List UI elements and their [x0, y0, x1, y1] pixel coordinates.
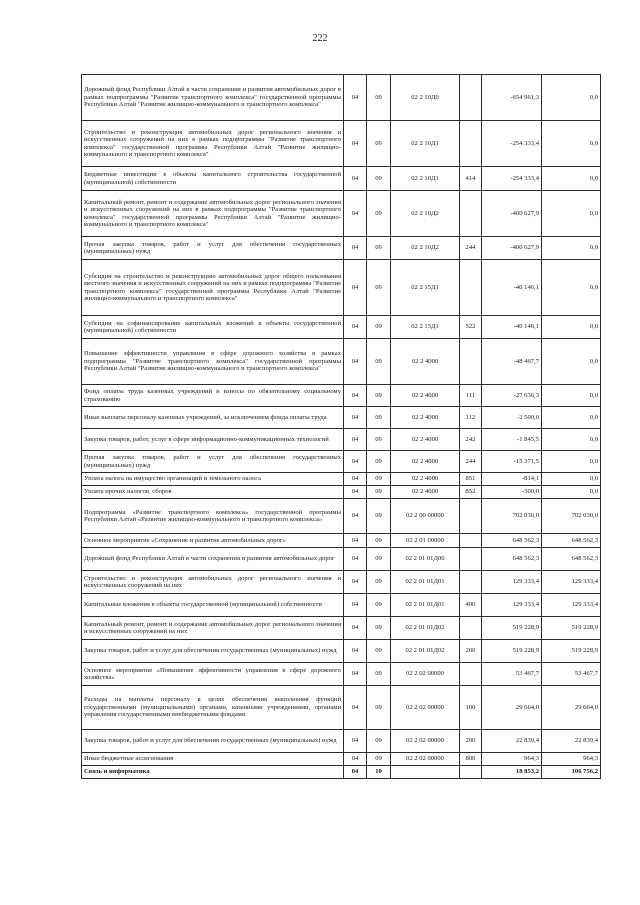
- cell-pr: 09: [367, 191, 391, 237]
- cell-rz: 04: [344, 167, 367, 191]
- table-row: [82, 617, 601, 640]
- cell-name: Закупка товаров, работ и услуг для обеспечения государственных (муниципальных) нужд: [82, 730, 344, 753]
- cell-csr: 02 2 10Д2: [391, 237, 460, 260]
- cell-csr: [391, 766, 460, 779]
- cell-rz: 04: [344, 686, 367, 730]
- cell-rz: 04: [344, 237, 367, 260]
- cell-pr: 09: [367, 663, 391, 686]
- cell-csr: 02 2 02 00000: [391, 663, 460, 686]
- cell-sum2: 0,0: [542, 121, 601, 167]
- cell-csr: 02 2 01 01Д01: [391, 571, 460, 594]
- cell-name: Уплата налога на имущество организаций и земельного налога: [82, 473, 344, 486]
- cell-csr: 02 2 01 01Д00: [391, 548, 460, 571]
- table-row: [82, 167, 601, 191]
- cell-sum1: -40 146,1: [482, 316, 542, 339]
- cell-name: Иные выплаты персоналу казенных учреждений, за исключением фонда оплаты труда: [82, 407, 344, 429]
- budget-table-body: [82, 75, 601, 779]
- cell-sum1: -814,1: [482, 473, 542, 486]
- cell-name: Строительство и реконструкция автомобильных дорог регионального значения и искусственных сооружений на них: [82, 571, 344, 594]
- cell-vr: 800: [460, 753, 482, 766]
- cell-csr: 02 2 01 01Д01: [391, 594, 460, 617]
- cell-name: Закупка товаров, работ, услуг в сфере информационно-коммуникационных технологий: [82, 429, 344, 451]
- cell-sum2: 0,0: [542, 407, 601, 429]
- cell-pr: 09: [367, 429, 391, 451]
- cell-sum1: -400 627,9: [482, 191, 542, 237]
- table-row: [82, 730, 601, 753]
- cell-sum2: 0,0: [542, 316, 601, 339]
- cell-sum1: 129 333,4: [482, 594, 542, 617]
- cell-pr: 09: [367, 730, 391, 753]
- cell-csr: 02 2 02 00000: [391, 753, 460, 766]
- cell-name: Строительство и реконструкция автомобильных дорог регионального значения и искусственных сооружений на них в рамках подпрограммы "Развитие транспортного комплекса" государственной программы Республики Алтай "Развитие жилищно-коммунального и транспортного комплекса": [82, 121, 344, 167]
- page-number: 222: [312, 33, 328, 44]
- table-row: [82, 499, 601, 534]
- cell-pr: 09: [367, 571, 391, 594]
- cell-rz: 04: [344, 766, 367, 779]
- cell-vr: [460, 663, 482, 686]
- cell-rz: 04: [344, 385, 367, 407]
- cell-csr: 02 2 01 00000: [391, 534, 460, 548]
- cell-csr: 02 2 10Д0: [391, 75, 460, 121]
- cell-pr: 09: [367, 594, 391, 617]
- cell-rz: 04: [344, 121, 367, 167]
- cell-pr: 09: [367, 753, 391, 766]
- cell-sum1: -40 146,1: [482, 260, 542, 316]
- cell-vr: 111: [460, 385, 482, 407]
- table-row: [82, 429, 601, 451]
- cell-rz: 04: [344, 594, 367, 617]
- cell-pr: 09: [367, 339, 391, 385]
- cell-sum1: 29 664,0: [482, 686, 542, 730]
- cell-name: Капитальные вложения в объекты государственной (муниципальной) собственности: [82, 594, 344, 617]
- cell-pr: 10: [367, 766, 391, 779]
- cell-sum2: 53 467,7: [542, 663, 601, 686]
- cell-pr: 09: [367, 499, 391, 534]
- table-row: [82, 451, 601, 473]
- cell-csr: 02 2 4000: [391, 385, 460, 407]
- table-row: [82, 339, 601, 385]
- cell-csr: 02 2 4000: [391, 486, 460, 499]
- cell-rz: 04: [344, 451, 367, 473]
- cell-vr: [460, 548, 482, 571]
- table-row: [82, 571, 601, 594]
- cell-sum1: 53 467,7: [482, 663, 542, 686]
- cell-pr: 09: [367, 75, 391, 121]
- cell-name: Расходы на выплаты персоналу в целях обеспечения выполнения функций государственными (муниципальными) органами, казенными учреждениями, органами управления государственными внебюджетными фондами: [82, 686, 344, 730]
- cell-rz: 04: [344, 548, 367, 571]
- cell-sum1: 648 562,3: [482, 548, 542, 571]
- cell-vr: [460, 534, 482, 548]
- cell-rz: 04: [344, 316, 367, 339]
- cell-name: Повышение эффективности управления в сфере дорожного хозяйства в рамках подпрограммы "Развитие транспортного комплекса" государственной программы Республики Алтай "Развитие жилищно-коммунального и транспортного комплекса": [82, 339, 344, 385]
- cell-sum2: 519 228,9: [542, 640, 601, 663]
- cell-vr: [460, 617, 482, 640]
- cell-pr: 09: [367, 486, 391, 499]
- cell-pr: 09: [367, 473, 391, 486]
- cell-csr: 02 2 4000: [391, 451, 460, 473]
- cell-csr: 02 2 02 00000: [391, 686, 460, 730]
- table-row: [82, 316, 601, 339]
- cell-sum1: -254 333,4: [482, 121, 542, 167]
- cell-sum2: 0,0: [542, 260, 601, 316]
- table-row: [82, 640, 601, 663]
- cell-name: Фонд оплаты труда казенных учреждений и взносы по обязательному социальному страхованию: [82, 385, 344, 407]
- budget-table: [81, 74, 601, 779]
- cell-sum2: 702 030,0: [542, 499, 601, 534]
- cell-vr: 414: [460, 167, 482, 191]
- cell-pr: 09: [367, 260, 391, 316]
- cell-csr: 02 2 00 00000: [391, 499, 460, 534]
- table-row: [82, 473, 601, 486]
- cell-sum1: -300,0: [482, 486, 542, 499]
- cell-sum2: 0,0: [542, 451, 601, 473]
- cell-vr: 112: [460, 407, 482, 429]
- cell-sum2: 22 839,4: [542, 730, 601, 753]
- cell-rz: 04: [344, 260, 367, 316]
- cell-pr: 09: [367, 316, 391, 339]
- table-row: [82, 548, 601, 571]
- cell-sum1: 519 228,9: [482, 640, 542, 663]
- cell-sum2: 648 562,3: [542, 548, 601, 571]
- cell-vr: 244: [460, 237, 482, 260]
- cell-rz: 04: [344, 75, 367, 121]
- cell-name: Дорожный фонд Республики Алтай в части сохранения и развития автомобильных дорог: [82, 548, 344, 571]
- cell-pr: 09: [367, 548, 391, 571]
- cell-rz: 04: [344, 753, 367, 766]
- table-row: [82, 407, 601, 429]
- cell-rz: 04: [344, 640, 367, 663]
- cell-vr: 522: [460, 316, 482, 339]
- cell-sum2: 0,0: [542, 385, 601, 407]
- cell-rz: 04: [344, 499, 367, 534]
- cell-name: Капитальный ремонт, ремонт и содержание автомобильных дорог регионального значения и искусственных сооружений на них в рамках подпрограммы "Развитие транспортного комплекса" государственной программы Республики Алтай "Развитие жилищно-коммунального и транспортного комплекса": [82, 191, 344, 237]
- table-row: [82, 534, 601, 548]
- table-row: [82, 486, 601, 499]
- cell-sum1: 22 839,4: [482, 730, 542, 753]
- cell-csr: 02 2 10Д1: [391, 167, 460, 191]
- cell-sum2: 129 333,4: [542, 571, 601, 594]
- cell-pr: 09: [367, 534, 391, 548]
- cell-pr: 09: [367, 121, 391, 167]
- cell-name: Дорожный фонд Республики Алтай в части сохранения и развития автомобильных дорог в рамках подпрограммы "Развитие транспортного комплекса" государственной программы Республики Алтай "Развитие жилищно-коммунального и транспортного комплекса": [82, 75, 344, 121]
- cell-vr: [460, 571, 482, 594]
- cell-sum1: 18 853,2: [482, 766, 542, 779]
- cell-vr: 852: [460, 486, 482, 499]
- cell-sum1: -400 627,9: [482, 237, 542, 260]
- cell-sum1: -15 371,5: [482, 451, 542, 473]
- cell-vr: 851: [460, 473, 482, 486]
- cell-name: Иные бюджетные ассигнования: [82, 753, 344, 766]
- cell-vr: [460, 339, 482, 385]
- cell-pr: 09: [367, 237, 391, 260]
- table-row: [82, 594, 601, 617]
- cell-name: Основное мероприятие «Сохранение и развитие автомобильных дорог»: [82, 534, 344, 548]
- cell-csr: 02 2 15Д1: [391, 316, 460, 339]
- cell-sum2: 0,0: [542, 191, 601, 237]
- table-row: [82, 766, 601, 779]
- cell-sum1: -654 961,3: [482, 75, 542, 121]
- cell-csr: 02 2 15Д1: [391, 260, 460, 316]
- cell-pr: 09: [367, 407, 391, 429]
- cell-pr: 09: [367, 640, 391, 663]
- cell-csr: 02 2 4000: [391, 339, 460, 385]
- cell-vr: 242: [460, 429, 482, 451]
- table-row: [82, 121, 601, 167]
- cell-sum2: 519 228,9: [542, 617, 601, 640]
- cell-rz: 04: [344, 486, 367, 499]
- cell-vr: [460, 499, 482, 534]
- cell-name: Уплата прочих налогов, сборов: [82, 486, 344, 499]
- cell-sum1: -2 500,0: [482, 407, 542, 429]
- cell-sum2: 0,0: [542, 237, 601, 260]
- cell-csr: 02 2 4000: [391, 429, 460, 451]
- cell-sum1: -27 636,3: [482, 385, 542, 407]
- cell-pr: 09: [367, 617, 391, 640]
- cell-csr: 02 2 10Д1: [391, 121, 460, 167]
- cell-name: Подпрограмма «Развитие транспортного комплекса» государственной программы Республики Алтай «Развитие жилищно-коммунального и транспортного комплекса»: [82, 499, 344, 534]
- cell-pr: 09: [367, 385, 391, 407]
- cell-sum2: 0,0: [542, 473, 601, 486]
- cell-sum2: 648 562,3: [542, 534, 601, 548]
- cell-sum2: 0,0: [542, 486, 601, 499]
- table-row: [82, 663, 601, 686]
- cell-vr: 200: [460, 640, 482, 663]
- cell-sum1: 519 228,9: [482, 617, 542, 640]
- cell-sum2: 106 756,2: [542, 766, 601, 779]
- cell-rz: 04: [344, 663, 367, 686]
- cell-rz: 04: [344, 571, 367, 594]
- cell-sum2: 129 333,4: [542, 594, 601, 617]
- cell-csr: 02 2 10Д2: [391, 191, 460, 237]
- cell-vr: [460, 766, 482, 779]
- cell-vr: 200: [460, 730, 482, 753]
- cell-sum1: 702 030,0: [482, 499, 542, 534]
- cell-csr: 02 2 01 01Д02: [391, 617, 460, 640]
- cell-sum2: 0,0: [542, 167, 601, 191]
- cell-name: Прочая закупка товаров, работ и услуг для обеспечения государственных (муниципальных) нужд: [82, 237, 344, 260]
- table-row: [82, 237, 601, 260]
- cell-csr: 02 2 02 00000: [391, 730, 460, 753]
- cell-csr: 02 2 4000: [391, 473, 460, 486]
- table-row: [82, 191, 601, 237]
- cell-vr: [460, 191, 482, 237]
- cell-vr: [460, 121, 482, 167]
- cell-sum1: -254 333,4: [482, 167, 542, 191]
- cell-vr: [460, 75, 482, 121]
- cell-sum2: 964,3: [542, 753, 601, 766]
- cell-vr: 244: [460, 451, 482, 473]
- cell-vr: [460, 260, 482, 316]
- cell-rz: 04: [344, 429, 367, 451]
- table-row: [82, 686, 601, 730]
- cell-sum2: 0,0: [542, 75, 601, 121]
- cell-name: Субсидии на строительство и реконструкцию автомобильных дорог общего пользования местного значения и искусственных сооружений на них в рамках подпрограммы "Развитие транспортного комплекса" государственной программы Республики Алтай "Развитие жилищно-коммунального и транспортного комплекса": [82, 260, 344, 316]
- cell-vr: 400: [460, 594, 482, 617]
- cell-pr: 09: [367, 167, 391, 191]
- cell-name: Капитальный ремонт, ремонт и содержание автомобильных дорог регионального значения и искусственных сооружений на них: [82, 617, 344, 640]
- cell-name: Основное мероприятие «Повышение эффективности управления в сфере дорожного хозяйства»: [82, 663, 344, 686]
- cell-sum1: -48 467,7: [482, 339, 542, 385]
- cell-pr: 09: [367, 686, 391, 730]
- cell-name: Закупка товаров, работ и услуг для обеспечения государственных (муниципальных) нужд: [82, 640, 344, 663]
- cell-rz: 04: [344, 407, 367, 429]
- cell-sum1: 964,3: [482, 753, 542, 766]
- cell-name: Прочая закупка товаров, работ и услуг для обеспечения государственных (муниципальных) нужд: [82, 451, 344, 473]
- cell-rz: 04: [344, 339, 367, 385]
- cell-rz: 04: [344, 534, 367, 548]
- cell-sum2: 0,0: [542, 429, 601, 451]
- cell-name: Бюджетные инвестиции в объекты капитального строительства государственной (муниципальной) собственности: [82, 167, 344, 191]
- cell-rz: 04: [344, 191, 367, 237]
- cell-pr: 09: [367, 451, 391, 473]
- cell-sum1: -1 845,5: [482, 429, 542, 451]
- table-row: [82, 385, 601, 407]
- cell-sum1: 129 333,4: [482, 571, 542, 594]
- cell-sum2: 0,0: [542, 339, 601, 385]
- table-row: [82, 753, 601, 766]
- table-row: [82, 75, 601, 121]
- table-row: [82, 260, 601, 316]
- cell-name: Связь и информатика: [82, 766, 344, 779]
- cell-csr: 02 2 4000: [391, 407, 460, 429]
- cell-rz: 04: [344, 617, 367, 640]
- cell-sum2: 29 664,0: [542, 686, 601, 730]
- cell-rz: 04: [344, 730, 367, 753]
- cell-rz: 04: [344, 473, 367, 486]
- cell-csr: 02 2 01 01Д02: [391, 640, 460, 663]
- cell-vr: 100: [460, 686, 482, 730]
- cell-name: Субсидии на софинансирование капитальных вложений в объекты государственной (муниципальной) собственности: [82, 316, 344, 339]
- cell-sum1: 648 562,3: [482, 534, 542, 548]
